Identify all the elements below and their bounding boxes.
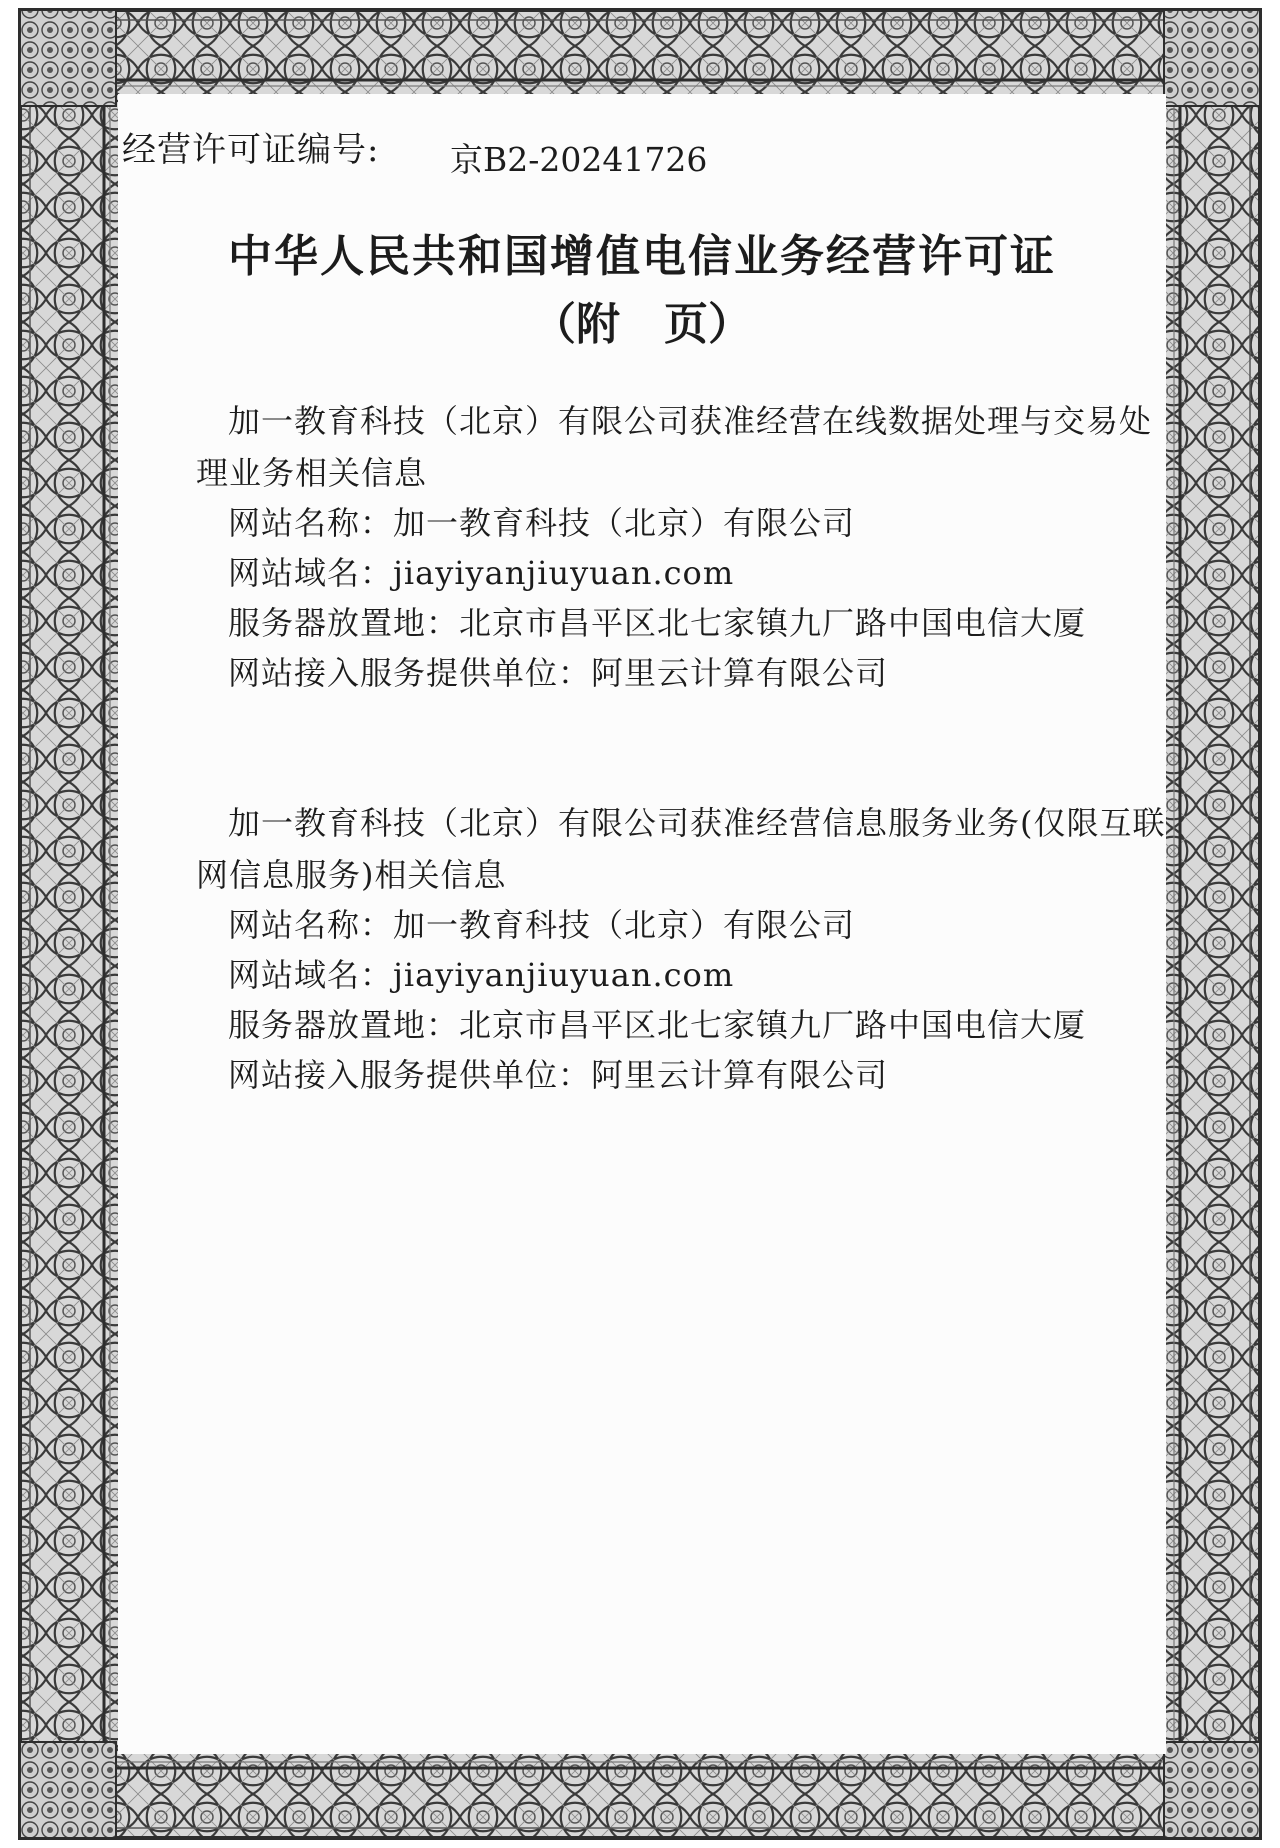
certificate-subtitle: （附 页）: [532, 299, 752, 350]
certificate-title: 中华人民共和国增值电信业务经营许可证: [228, 231, 1056, 282]
section-2-domain: 网站域名：jiayiyanjiuyuan.com: [228, 956, 735, 994]
license-number-label: 经营许可证编号:: [122, 130, 380, 170]
section-1-site-name: 网站名称：加一教育科技（北京）有限公司: [228, 504, 856, 542]
section-1-access-provider: 网站接入服务提供单位：阿里云计算有限公司: [228, 654, 889, 692]
license-number-value: 京B2-20241726: [450, 140, 708, 179]
section-1-heading-line-1: 加一教育科技（北京）有限公司获准经营在线数据处理与交易处: [228, 402, 1153, 440]
section-1-domain: 网站域名：jiayiyanjiuyuan.com: [228, 554, 735, 592]
section-2-heading-line-2: 网信息服务)相关信息: [196, 856, 507, 894]
section-2-access-provider: 网站接入服务提供单位：阿里云计算有限公司: [228, 1056, 889, 1094]
section-2-heading-line-1: 加一教育科技（北京）有限公司获准经营信息服务业务(仅限互联: [228, 804, 1166, 842]
section-1-server-location: 服务器放置地：北京市昌平区北七家镇九厂路中国电信大厦: [228, 604, 1087, 642]
section-2-site-name: 网站名称：加一教育科技（北京）有限公司: [228, 906, 856, 944]
section-1-heading-line-2: 理业务相关信息: [196, 454, 428, 492]
section-2-server-location: 服务器放置地：北京市昌平区北七家镇九厂路中国电信大厦: [228, 1006, 1087, 1044]
